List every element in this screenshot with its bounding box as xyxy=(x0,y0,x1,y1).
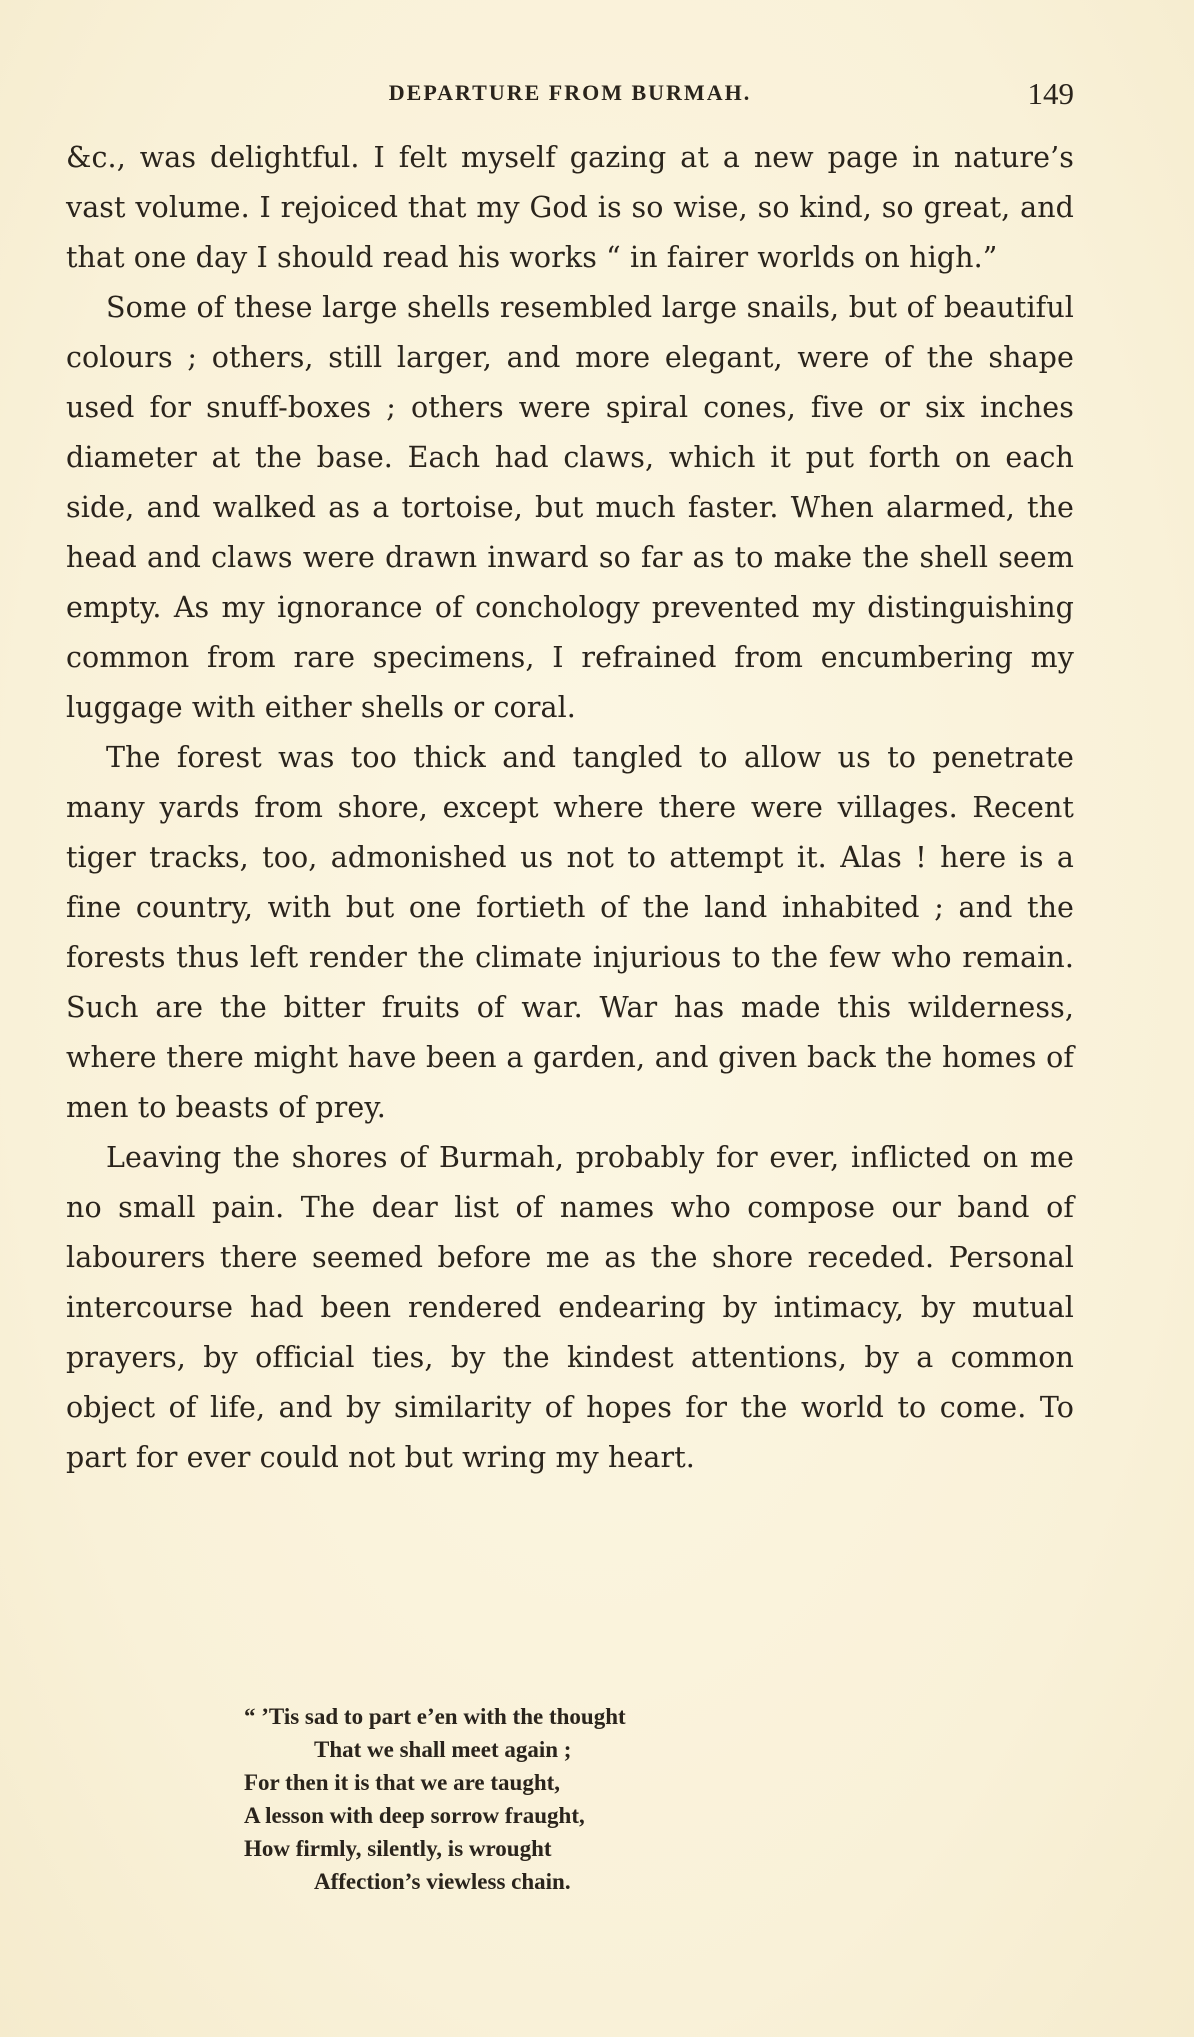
paragraph-4: Leaving the shores of Burmah, probably for ever, inflicted on me no small pain. The dear list of names who compose our band of labourers there seemed before me as the shore receded. Personal intercourse had been rendered endearing by intimacy, by mutual prayers, by official ties, by the kindest attentions, by a common object of life, and by similarity of hopes for the world to come. To part for ever could not but wring my heart. xyxy=(66,1141,1074,1474)
poem-quotation xyxy=(244,1700,626,1898)
poem-line: Affection’s viewless chain. xyxy=(314,1869,571,1894)
page-number: 149 xyxy=(1027,76,1074,111)
paragraph-1: &c., was delightful. I felt myself gazing at a new page in nature’s vast volume. I rejoiced that my God is so wise, so kind, so great, and that one day I should read his works “ in fairer worlds on high.” xyxy=(66,141,1074,274)
poem-line: That we shall meet again ; xyxy=(314,1737,572,1762)
poem-line: A lesson with deep sorrow fraught, xyxy=(244,1803,585,1828)
poem-line: “ ’Tis sad to part e’en with the thought xyxy=(244,1704,626,1729)
body-text xyxy=(66,133,1074,1483)
poem-line: For then it is that we are taught, xyxy=(244,1770,561,1795)
paragraph-3: The forest was too thick and tangled to allow us to penetrate many yards from shore, except where there were villages. Recent tiger tracks, too, admonished us not to attempt it. Alas ! here is a fine country, with but one fortieth of the land inhabited ; and the forests thus left render the climate injurious to the few who remain. Such are the bitter fruits of war. War has made this wilderness, where there might have been a garden, and given back the homes of men to beasts of prey. xyxy=(66,741,1074,1124)
paragraph-2: Some of these large shells resembled large snails, but of beautiful colours ; others, still larger, and more elegant, were of the shape used for snuff-boxes ; others were spiral cones, five or six inches diameter at the base. Each had claws, which it put forth on each side, and walked as a tortoise, but much faster. When alarmed, the head and claws were drawn inward so far as to make the shell seem empty. As my ignorance of conchology prevented my distinguishing common from rare specimens, I refrained from encumbering my luggage with either shells or coral. xyxy=(66,291,1074,724)
page-header xyxy=(66,76,1074,116)
running-head: DEPARTURE FROM BURMAH. xyxy=(388,80,752,105)
poem-line: How firmly, silently, is wrought xyxy=(244,1836,552,1861)
